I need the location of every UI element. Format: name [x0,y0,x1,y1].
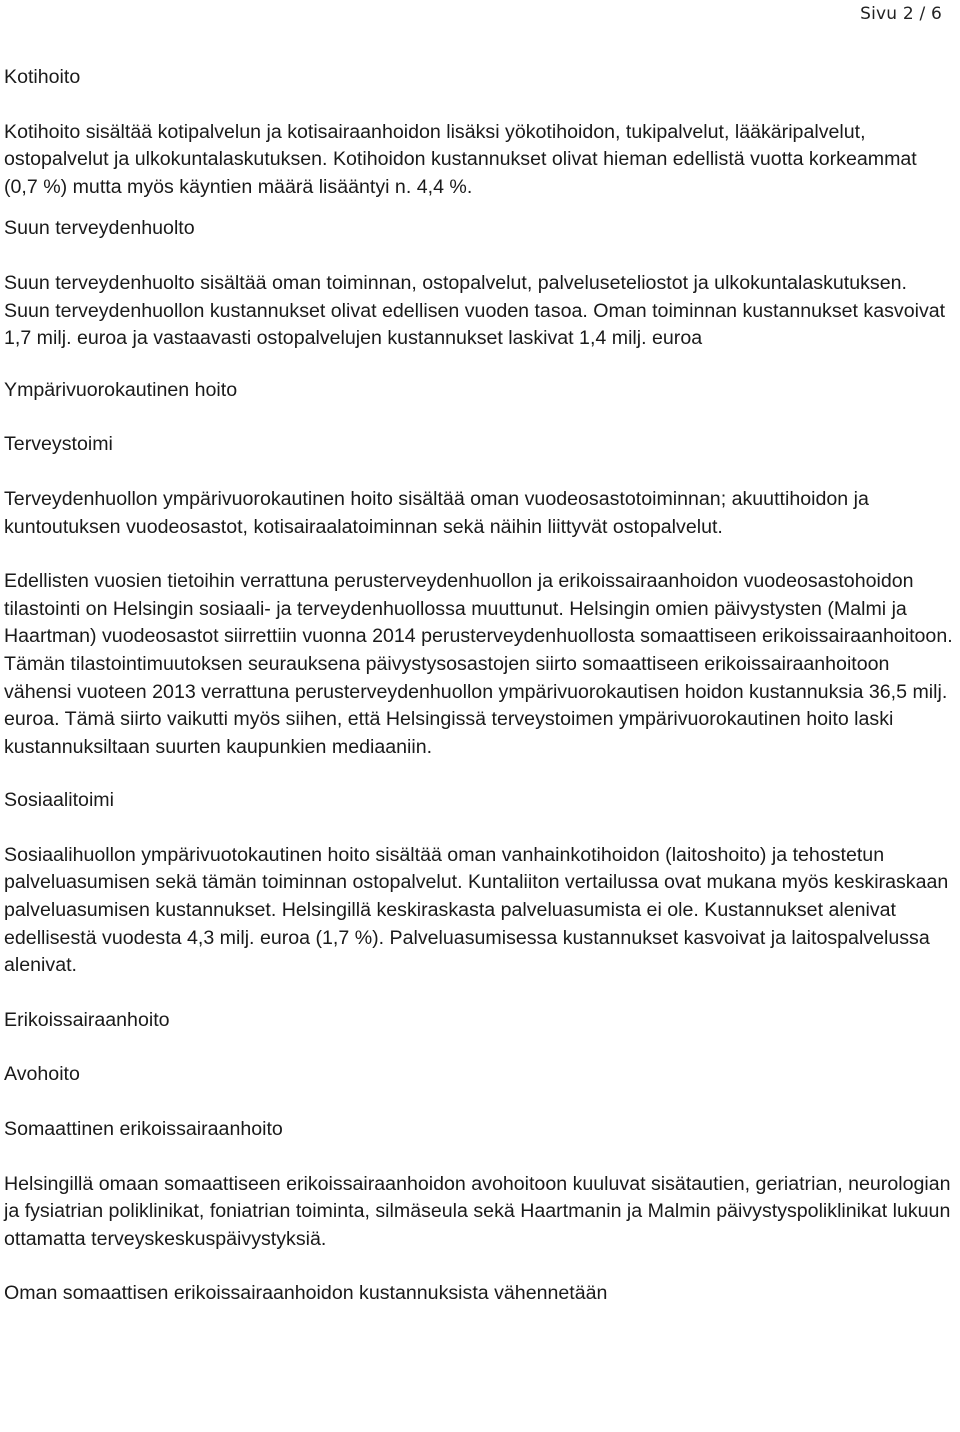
heading-sosiaalitoimi: Sosiaalitoimi [4,789,114,812]
page-number: Sivu 2 / 6 [860,4,942,24]
heading-ymparivuorokautinen-hoito: Ympärivuorokautinen hoito [4,378,238,401]
heading-somaattinen-erikoissairaanhoito: Somaattinen erikoissairaanhoito [4,1118,283,1141]
paragraph-suun-terveydenhuolto: Suun terveydenhuolto sisältää oman toiminnan, ostopalvelut, palveluseteliostot ja ulkokuntalaskutuksen. Suun terveydenhuollon kustannukset olivat edellisen vuoden tasoa. Oman toiminnan kustannukset kasvoivat 1,7 milj. euroa ja vastaavasti ostopalvelujen kustannukset laskivat 1,4 milj. euroa [4,271,946,350]
paragraph-somaattinen-erikoissairaanhoito: Helsingillä omaan somaattiseen erikoissairaanhoidon avohoitoon kuuluvat sisätautien, geriatrian, neurologian ja fysiatrian poliklinikat, foniatrian toiminta, silmäseula sekä Haartmanin ja Malmin päivystyspoliklinikat lukuun ottamatta terveyskeskuspäivystyksiä. [4,1172,951,1250]
heading-kotihoito: Kotihoito [4,66,81,88]
heading-erikoissairaanhoito: Erikoissairaanhoito [4,1008,170,1031]
paragraph-terveystoimi-1: Terveydenhuollon ympärivuorokautinen hoito sisältää oman vuodeosastotoiminnan; akuuttihoidon ja kuntoutuksen vuodeosastot, kotisairaalatoiminnan sekä näihin liittyvät ostopalvelut. [4,487,869,538]
heading-suun-terveydenhuolto: Suun terveydenhuolto [4,217,195,240]
paragraph-sosiaalitoimi: Sosiaalihuollon ympärivuotokautinen hoito sisältää oman vanhainkotihoidon (laitoshoito) ja tehostetun palveluasumisen sekä tämän toiminnan ostopalvelut. Kuntaliiton vertailussa ovat mukana myös keskiraskaan palveluasumisen kustannukset. Helsingillä keskiraskasta palveluasumista ei ole. Kustannukset alenivat edellisestä vuodesta 4,3 milj. euroa (1,7 %). Palveluasumisessa kustannukset kasvoivat ja laitospalvelussa alenivat. [4,843,949,977]
paragraph-terveystoimi-2: Edellisten vuosien tietoihin verrattuna perusterveydenhuollon ja erikoissairaanhoidon vuodeosastohoidon tilastointi on Helsingin sosiaali- ja terveydenhuollossa muuttunut. Helsingin omien päivystysten (Malmi ja Haartman) vuodeosastot siirrettiin vuonna 2014 perusterveydenhuollosta somaattiseen erikoissairaanhoitoon. Tämän tilastointimuutoksen seurauksena päivystysosastojen siirto somaattiseen erikoissairaanhoitoon vähensi vuoteen 2013 verrattuna perusterveydenhuollon ympärivuorokautisen hoidon kustannuksia 36,5 milj. euroa. Tämä siirto vaikutti myös siihen, että Helsingissä terveystoimen ympärivuorokautinen hoito laski kustannuksiltaan suurten kaupunkien mediaaniin. [4,570,953,758]
heading-oman-somaattisen-kustannukset: Oman somaattisen erikoissairaanhoidon kustannuksista vähennetään [4,1282,608,1305]
paragraph-kotihoito: Kotihoito sisältää kotipalvelun ja kotisairaanhoidon lisäksi yökotihoidon, tukipalvelut, lääkäripalvelut, ostopalvelut ja ulkokuntalaskutuksen. Kotihoidon kustannukset olivat hieman edellistä vuotta korkeammat (0,7 %) mutta myös käyntien määrä lisääntyi n. 4,4 %. [4,120,917,198]
document-body [4,64,954,1308]
heading-avohoito: Avohoito [4,1063,80,1086]
heading-terveystoimi: Terveystoimi [4,433,113,456]
